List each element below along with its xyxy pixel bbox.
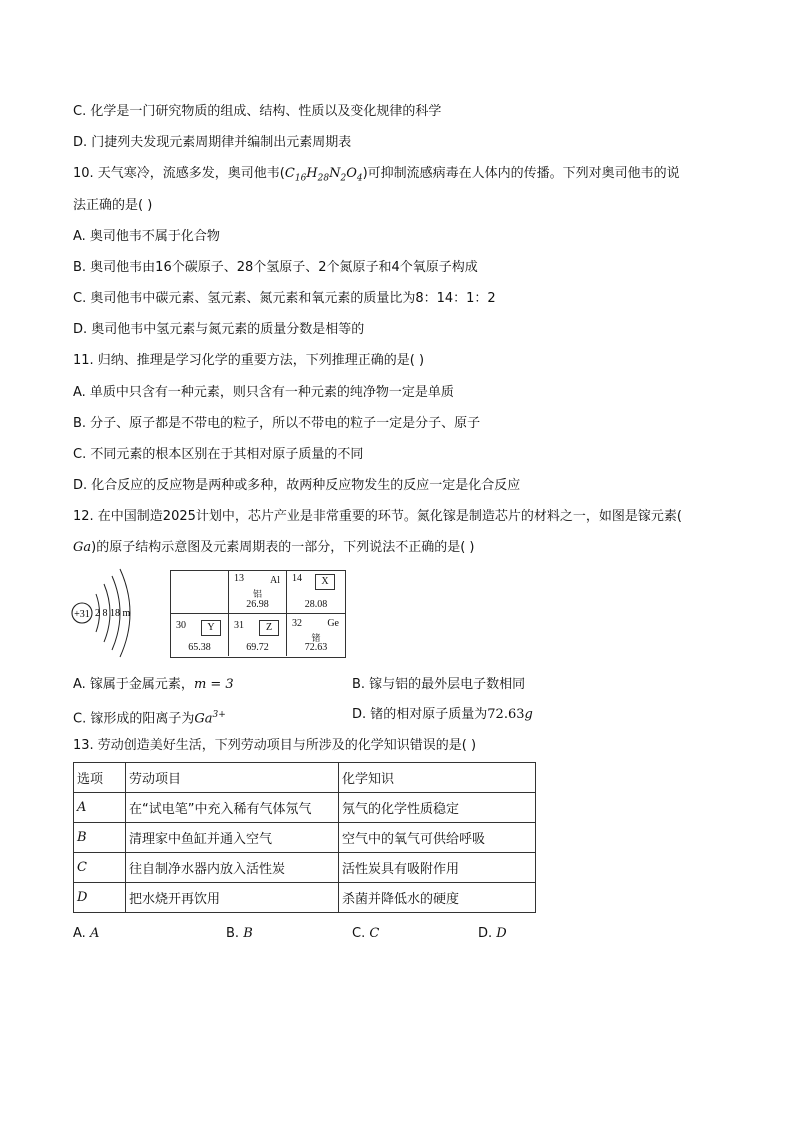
table-row: D 把水烧开再饮用 杀菌并降低水的硬度 xyxy=(74,883,536,913)
q10-option-c: C. 奥司他韦中碳元素、氢元素、氮元素和氧元素的质量比为8：14：1：2 xyxy=(73,291,496,306)
header-labor-item: 劳动项目 xyxy=(126,763,339,793)
q10-stem-start: 10. 天气寒冷，流感多发，奥司他韦( xyxy=(73,166,285,181)
q12-option-b: B. 镓与铝的最外层电子数相同 xyxy=(352,677,526,692)
q13-option-c: C. C xyxy=(352,926,380,941)
q11-stem: 11. 归纳、推理是学习化学的重要方法，下列推理正确的是( ) xyxy=(73,353,425,368)
q9-option-c: C. 化学是一门研究物质的组成、结构、性质以及变化规律的科学 xyxy=(73,104,442,119)
ptable-cell-ge: 32 Ge 锗 72.63 xyxy=(292,618,339,653)
ptable-cell-empty xyxy=(171,571,229,614)
q12-stem-line2 xyxy=(73,539,475,557)
unknown-symbol-box-x: X xyxy=(315,574,335,590)
q11-option-c: C. 不同元素的根本区别在于其相对原子质量的不同 xyxy=(73,447,364,462)
q11-option-b: B. 分子、原子都是不带电的粒子，所以不带电的粒子一定是分子、原子 xyxy=(73,416,481,431)
q10-formula: $C_{16}H_{28}N_2O_4$ xyxy=(284,166,363,184)
q10-stem-line2: 法正确的是( ) xyxy=(73,198,153,213)
q13-stem: 13. 劳动创造美好生活，下列劳动项目与所涉及的化学知识错误的是( ) xyxy=(73,738,477,753)
periodic-table-fragment xyxy=(170,570,346,658)
q11-option-d: D. 化合反应的反应物是两种或多种，故两种反应物发生的反应一定是化合反应 xyxy=(73,478,521,493)
q10-option-b: B. 奥司他韦由16个碳原子、28个氢原子、2个氮原子和4个氧原子构成 xyxy=(73,260,478,275)
q12-stem-end: )的原子结构示意图及元素周期表的一部分，下列说法不正确的是( ) xyxy=(91,540,475,555)
q10-option-d: D. 奥司他韦中氢元素与氮元素的质量分数是相等的 xyxy=(73,322,365,337)
q12-ga-symbol: Ga xyxy=(73,540,92,555)
q13-option-d: D. D xyxy=(478,926,507,941)
q13-option-a: A. A xyxy=(73,926,100,941)
q12-option-a: A. 镓属于金属元素，m = 3 xyxy=(73,677,234,692)
header-chem-knowledge: 化学知识 xyxy=(339,763,536,793)
gallium-atom-diagram xyxy=(70,566,162,662)
unknown-symbol-box-z: Z xyxy=(259,620,279,636)
nucleus-charge: +31 xyxy=(74,609,90,620)
ptable-cell-z: 31 Z 69.72 xyxy=(229,614,287,656)
table-row: C 往自制净水器内放入活性炭 活性炭具有吸附作用 xyxy=(74,853,536,883)
table-header-row xyxy=(74,763,536,793)
q13-option-b: B. B xyxy=(226,926,253,941)
q12-stem-line1: 12. 在中国制造2025计划中，芯片产业是非常重要的环节。氮化镓是制造芯片的材料之一，如图是镓元素( xyxy=(73,509,682,524)
q10-stem-end: )可抑制流感病毒在人体内的传播。下列对奥司他韦的说 xyxy=(362,166,680,181)
shell-electron-counts: 2 8 18 m xyxy=(95,608,131,619)
unknown-symbol-box-y: Y xyxy=(201,620,221,636)
q9-option-d: D. 门捷列夫发现元素周期律并编制出元素周期表 xyxy=(73,135,352,150)
q12-option-d: D. 锗的相对原子质量为72.63g xyxy=(352,707,533,722)
ptable-cell-al: 13 Al 铝 26.98 xyxy=(229,571,287,614)
q10-stem-line1 xyxy=(73,165,680,188)
q12-option-c: C. 镓形成的阳离子为$Ga^{3+}$ xyxy=(73,710,226,727)
q11-option-a: A. 单质中只含有一种元素，则只含有一种元素的纯净物一定是单质 xyxy=(73,385,454,400)
q10-option-a: A. 奥司他韦不属于化合物 xyxy=(73,229,220,244)
ptable-cell-y: 30 Y 65.38 xyxy=(171,614,229,656)
table-row: A 在“试电笔”中充入稀有气体氖气 氖气的化学性质稳定 xyxy=(74,793,536,823)
ptable-cell-x: 14 X 28.08 xyxy=(287,571,345,614)
table-row: B 清理家中鱼缸并通入空气 空气中的氧气可供给呼吸 xyxy=(74,823,536,853)
q13-table xyxy=(73,762,536,913)
header-option: 选项 xyxy=(74,763,126,793)
